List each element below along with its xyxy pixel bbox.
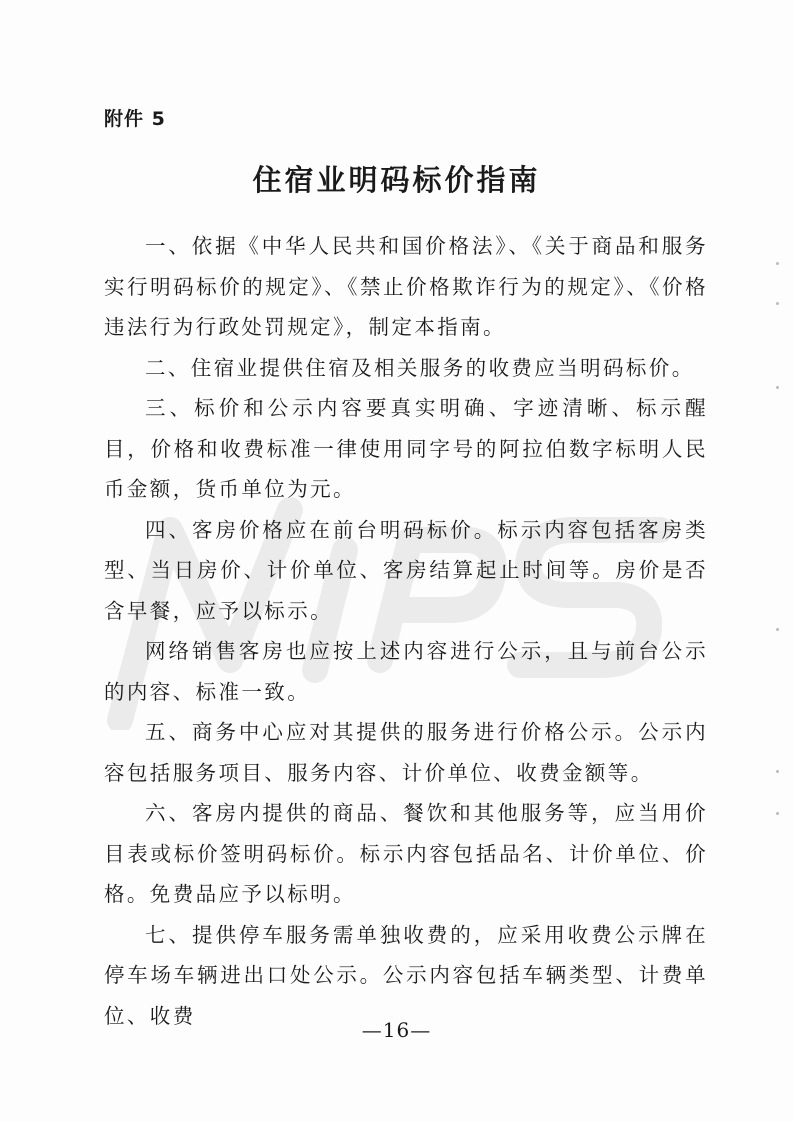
scan-mark — [776, 812, 779, 815]
paragraph: 七、提供停车服务需单独收费的，应采用收费公示牌在停车场车辆进出口处公示。公示内容包括车辆类型、计费单位、收费 — [104, 922, 708, 1028]
paragraph: 四、客房价格应在前台明码标价。标示内容包括客房类型、当日房价、计价单位、客房结算起止时间等。房价是否含早餐，应予以标示。 — [104, 517, 708, 623]
scan-mark — [776, 302, 779, 305]
attachment-label: 附件 5 — [104, 108, 166, 130]
document-body — [104, 226, 708, 1036]
paragraph: 一、依据《中华人民共和国价格法》、《关于商品和服务实行明码标价的规定》、《禁止价格欺诈行为的规定》、《价格违法行为行政处罚规定》，制定本指南。 — [104, 234, 708, 339]
paragraph: 五、商务中心应对其提供的服务进行价格公示。公示内容包括服务项目、服务内容、计价单位、收费金额等。 — [104, 720, 708, 785]
scan-mark — [776, 262, 779, 265]
paragraph: 六、客房内提供的商品、餐饮和其他服务等，应当用价目表或标价签明码标价。标示内容包括品名、计价单位、价格。免费品应予以标明。 — [104, 801, 708, 906]
scan-mark — [776, 386, 779, 389]
document-title: 住宿业明码标价指南 — [252, 163, 541, 197]
page-number: —16— — [361, 1018, 432, 1042]
scan-mark — [776, 628, 779, 631]
paragraph: 三、标价和公示内容要真实明确、字迹清晰、标示醒目，价格和收费标准一律使用同字号的阿拉伯数字标明人民币金额，货币单位为元。 — [104, 396, 708, 501]
paragraph: 二、住宿业提供住宿及相关服务的收费应当明码标价。 — [145, 355, 695, 380]
scan-mark — [776, 770, 779, 773]
paragraph: 网络销售客房也应按上述内容进行公示，且与前台公示的内容、标准一致。 — [104, 639, 708, 704]
